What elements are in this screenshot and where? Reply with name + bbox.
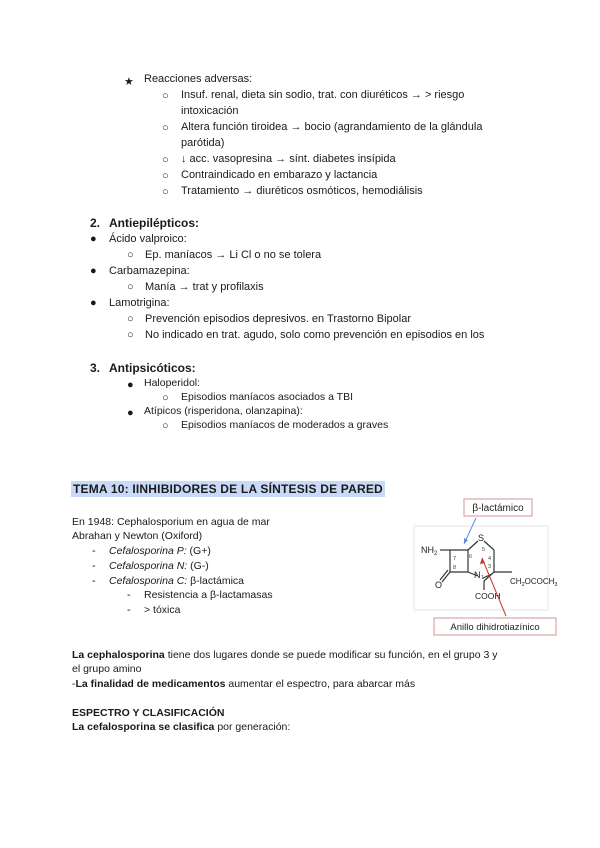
- purpose-paragraph: -La finalidad de medicamentos aumentar el espectro, para abarcar más: [72, 678, 416, 690]
- circle-bullet-icon: ○: [162, 122, 169, 134]
- position-number: 6: [469, 554, 473, 560]
- classification-line: La cefalosporina se clasifica por generación:: [72, 721, 291, 733]
- disc-bullet-icon: ●: [127, 379, 134, 391]
- adverse-item: Tratamiento → diuréticos osmóticos, hemodiálisis: [181, 185, 423, 197]
- nitrogen-atom: N: [474, 570, 481, 580]
- drug-name: Ácido valproico:: [109, 233, 187, 245]
- adverse-title: Reacciones adversas:: [144, 73, 253, 85]
- position-number: 7: [453, 556, 457, 562]
- position-number: 1: [481, 575, 485, 581]
- carboxyl-group: COOH: [475, 591, 501, 601]
- dash-bullet-icon: -: [127, 604, 131, 616]
- dihydrothiazine-label: Anillo dihidrotiazínico: [450, 622, 540, 633]
- circle-bullet-icon: ○: [127, 329, 134, 341]
- drug-note: Prevención episodios depresivos. en Trastorno Bipolar: [145, 313, 411, 325]
- circle-bullet-icon: ○: [162, 420, 169, 432]
- circle-bullet-icon: ○: [162, 170, 169, 182]
- acetoxymethyl-group: $CH_2OCOCH_3$: [510, 577, 558, 588]
- dash-bullet-icon: -: [92, 575, 96, 587]
- cephalosporin-structure: [412, 498, 562, 638]
- disc-bullet-icon: ●: [90, 297, 97, 309]
- drug-name: Carbamazepina:: [109, 265, 190, 277]
- section-number: 3.: [90, 361, 101, 375]
- dash-bullet-icon: -: [92, 560, 96, 572]
- intro-line: En 1948: Cephalosporium en agua de mar: [72, 516, 270, 528]
- adverse-item: Altera función tiroidea → bocio (agrandamiento de la glándula: [181, 121, 483, 133]
- adverse-item: ↓ acc. vasopresina → sínt. diabetes insípida: [181, 153, 396, 165]
- dash-bullet-icon: -: [127, 589, 131, 601]
- oxygen-atom: O: [435, 580, 443, 590]
- position-number: 4: [488, 556, 492, 562]
- drug-note: Episodios maníacos de moderados a graves: [181, 419, 389, 431]
- drug-name: Lamotrigina:: [109, 297, 170, 309]
- drug-note: Manía → trat y profilaxis: [145, 281, 264, 293]
- cephalosporin-paragraph: La cephalosporina tiene dos lugares donde se puede modificar su función, en el grupo 3 y: [72, 649, 498, 661]
- spectrum-heading: ESPECTRO Y CLASIFICACIÓN: [72, 707, 225, 719]
- circle-bullet-icon: ○: [162, 186, 169, 198]
- disc-bullet-icon: ●: [90, 233, 97, 245]
- drug-name: Haloperidol:: [144, 377, 201, 389]
- position-number: 3: [488, 564, 492, 570]
- dash-bullet-icon: -: [92, 545, 96, 557]
- adverse-item-cont: parótida): [181, 137, 225, 149]
- circle-bullet-icon: ○: [162, 154, 169, 166]
- drug-note: No indicado en trat. agudo, solo como prevención en episodios en los: [145, 329, 485, 341]
- adverse-item: Insuf. renal, dieta sin sodio, trat. con diuréticos → > riesgo: [181, 89, 465, 101]
- circle-bullet-icon: ○: [127, 249, 134, 261]
- adverse-item: Contraindicado en embarazo y lactancia: [181, 169, 378, 181]
- cephalosporin-subitem: Resistencia a β-lactamasas: [144, 589, 273, 601]
- section-number: 2.: [90, 216, 101, 230]
- adverse-item-cont: intoxicación: [181, 105, 239, 117]
- star-bullet-icon: ★: [124, 76, 134, 88]
- intro-line: Abrahan y Newton (Oxiford): [72, 530, 203, 542]
- circle-bullet-icon: ○: [162, 392, 169, 404]
- position-number: 5: [482, 547, 486, 553]
- drug-note: Episodios maníacos asociados a TBI: [181, 391, 353, 403]
- cephalosporin-item: Cefalosporina C: β-lactámica: [109, 575, 245, 587]
- circle-bullet-icon: ○: [127, 281, 134, 293]
- sulfur-atom: S: [478, 533, 485, 543]
- circle-bullet-icon: ○: [162, 90, 169, 102]
- section-title-antiepilepticos: Antiepilépticos:: [109, 216, 200, 230]
- beta-lactam-label: β-lactámico: [472, 503, 524, 514]
- cephalosporin-subitem: > tóxica: [144, 604, 181, 616]
- section-title-antipsicoticos: Antipsicóticos:: [109, 361, 196, 375]
- circle-bullet-icon: ○: [127, 313, 134, 325]
- topic-heading: TEMA 10: IINHIBIDORES DE LA SÍNTESIS DE PARED: [73, 482, 383, 496]
- cephalosporin-item: Cefalosporina P: (G+): [109, 545, 211, 557]
- amino-group: $NH_2$: [421, 545, 438, 557]
- disc-bullet-icon: ●: [90, 265, 97, 277]
- cephalosporin-paragraph-cont: el grupo amino: [72, 663, 142, 675]
- drug-name: Atípicos (risperidona, olanzapina):: [144, 405, 303, 417]
- cephalosporin-item: Cefalosporina N: (G-): [109, 560, 209, 572]
- drug-note: Ep. maníacos → Li Cl o no se tolera: [145, 249, 322, 261]
- position-number: 8: [453, 565, 457, 571]
- disc-bullet-icon: ●: [127, 407, 134, 419]
